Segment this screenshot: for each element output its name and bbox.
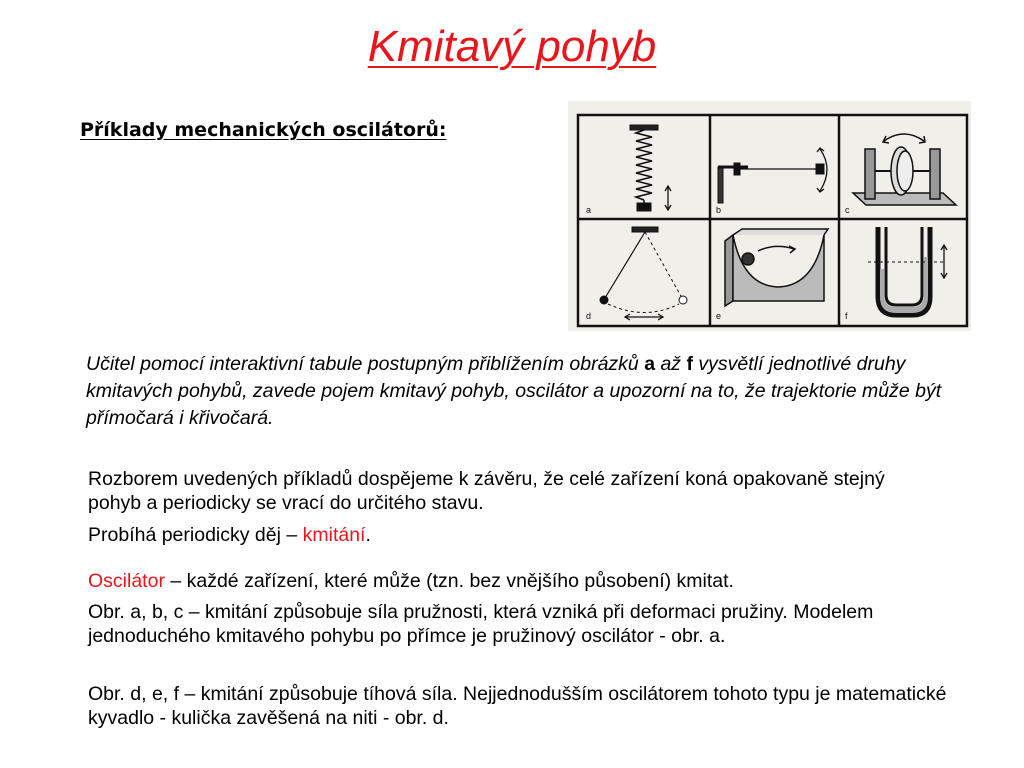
panel-label-e: e bbox=[716, 311, 722, 321]
torsion-oscillator-drawing bbox=[853, 134, 956, 205]
ball-in-bowl-drawing bbox=[725, 229, 828, 306]
spring-oscillator-drawing bbox=[630, 125, 671, 211]
pendulum-drawing bbox=[600, 227, 687, 320]
paragraph-periodic-process: Probíhá periodicky děj – kmitání. bbox=[88, 524, 371, 546]
elastic-rod-drawing bbox=[718, 148, 827, 203]
panel-label-c: c bbox=[845, 205, 850, 215]
u-tube-drawing bbox=[868, 227, 947, 315]
teacher-instruction-text: Učitel pomocí interaktivní tabule postupným přiblížením obrázků a až f vysvětlí jednotlivé druhy kmitavých pohybů, zavede pojem kmitavý pohyb, oscilátor a upozorní na to, že trajektorie může být přímočará i křivočará. bbox=[86, 353, 942, 429]
term-oscilator: Oscilátor bbox=[88, 570, 165, 592]
term-kmitani: kmitání bbox=[302, 524, 366, 546]
paragraph-oscillator-definition: Oscilátor – každé zařízení, které může (tzn. bez vnějšího působení) kmitat. bbox=[88, 570, 734, 592]
panel-label-f: f bbox=[845, 311, 848, 321]
bold-letter-a: a bbox=[644, 353, 656, 375]
panel-label-a: a bbox=[586, 205, 592, 215]
panel-label-b: b bbox=[716, 205, 722, 215]
paragraph-gravity-force: Obr. d, e, f – kmitání způsobuje tíhová síla. Nejjednodušším oscilátorem tohoto typu je matematické kyvadlo - kulička zavěšená na niti - obr. d. bbox=[88, 683, 947, 729]
slide-title: Kmitavý pohyb bbox=[367, 22, 657, 71]
paragraph-conclusion: Rozborem uvedených příkladů dospějeme k závěru, že celé zařízení koná opakovaně stejný pohyb a periodicky se vrací do určitého stavu. bbox=[88, 468, 885, 514]
paragraph-elastic-force: Obr. a, b, c – kmitání způsobuje síla pružnosti, která vzniká při deformaci pružiny. Modelem jednoduchého kmitavého pohybu po přímce je pružinový oscilátor - obr. a. bbox=[88, 601, 874, 647]
panel-label-d: d bbox=[586, 311, 592, 321]
section-subtitle: Příklady mechanických oscilátorů: bbox=[80, 119, 447, 141]
oscillator-examples-figure bbox=[568, 101, 971, 331]
bold-letter-f: f bbox=[686, 353, 693, 375]
